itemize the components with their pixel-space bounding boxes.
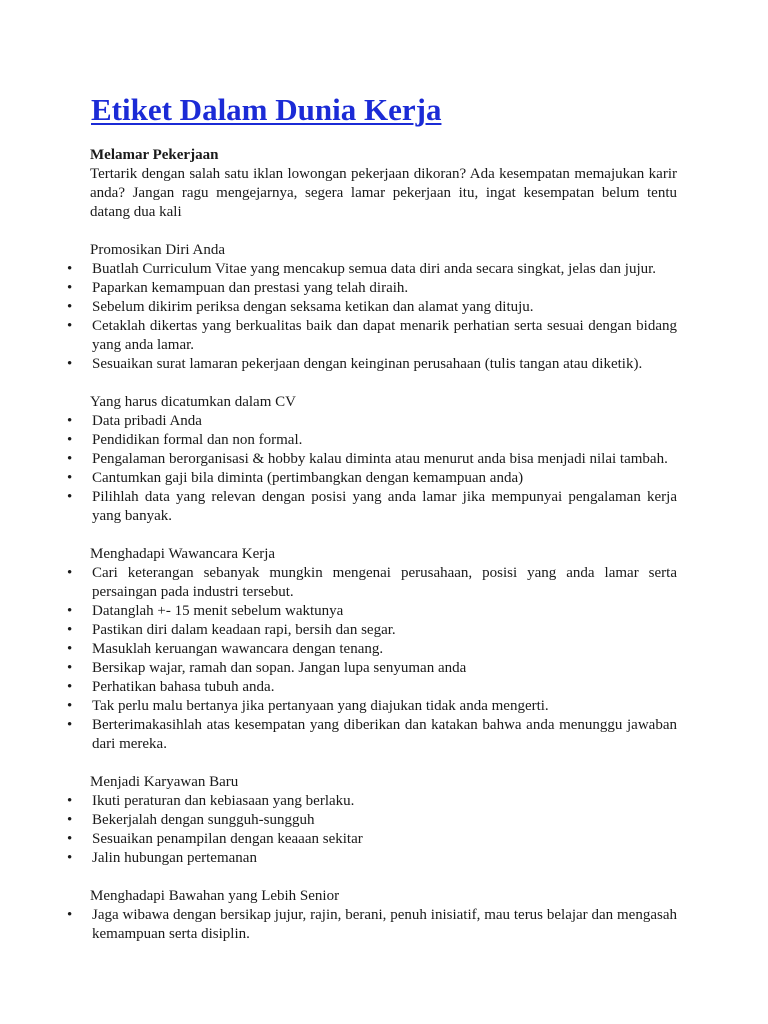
list-item-text: Sesuaikan surat lamaran pekerjaan dengan keinginan perusahaan (tulis tangan atau diketik). <box>92 356 643 372</box>
list-item <box>67 260 677 279</box>
bullet-icon: • <box>67 318 73 334</box>
bullet-icon: • <box>67 812 73 828</box>
bullet-icon: • <box>67 356 73 372</box>
section-wawancara <box>67 545 677 754</box>
list-item-text: Datanglah +- 15 menit sebelum waktunya <box>92 603 344 619</box>
list-item <box>67 469 677 488</box>
list-item-text: Bersikap wajar, ramah dan sopan. Jangan lupa senyuman anda <box>92 660 467 676</box>
list-item-text: Jalin hubungan pertemanan <box>92 850 257 866</box>
list-item-text: Bekerjalah dengan sungguh-sungguh <box>92 812 315 828</box>
section-title: Promosikan Diri Anda <box>90 242 225 258</box>
list-item <box>67 298 677 317</box>
list-item <box>67 659 677 678</box>
list-item <box>67 431 677 450</box>
section-title: Yang harus dicatumkan dalam CV <box>90 394 296 410</box>
list-item <box>67 830 677 849</box>
list-item <box>67 716 677 754</box>
bullet-icon: • <box>67 299 73 315</box>
list-item-text: Tak perlu malu bertanya jika pertanyaan yang diajukan tidak anda mengerti. <box>92 698 549 714</box>
list-item-text: Paparkan kemampuan dan prestasi yang telah diraih. <box>92 280 409 296</box>
bullet-icon: • <box>67 698 73 714</box>
list-item <box>67 317 677 355</box>
list-item <box>67 355 677 374</box>
section-karyawan-baru <box>67 773 677 868</box>
bullet-icon: • <box>67 907 73 923</box>
list-item <box>67 697 677 716</box>
list-item <box>67 792 677 811</box>
bullet-icon: • <box>67 432 73 448</box>
list-item-text: Masuklah keruangan wawancara dengan tenang. <box>92 641 384 657</box>
list-item-text: Pastikan diri dalam keadaan rapi, bersih dan segar. <box>92 622 396 638</box>
list-item <box>67 450 677 469</box>
list-item <box>67 678 677 697</box>
bullet-list <box>67 564 677 754</box>
list-item-text: Cari keterangan sebanyak mungkin mengenai perusahaan, posisi yang anda lamar serta persaingan pada industri tersebut. <box>92 565 677 600</box>
bullet-icon: • <box>67 850 73 866</box>
bullet-icon: • <box>67 622 73 638</box>
section-bawahan-senior <box>67 887 677 944</box>
bullet-icon: • <box>67 565 73 581</box>
bullet-icon: • <box>67 261 73 277</box>
list-item <box>67 412 677 431</box>
bullet-icon: • <box>67 717 73 733</box>
list-item-text: Ikuti peraturan dan kebiasaan yang berlaku. <box>92 793 355 809</box>
bullet-list <box>67 792 677 868</box>
list-item-text: Jaga wibawa dengan bersikap jujur, rajin, berani, penuh inisiatif, mau terus belajar dan mengasah kemampuan serta disiplin. <box>92 907 677 942</box>
list-item <box>67 621 677 640</box>
bullet-icon: • <box>67 603 73 619</box>
list-item <box>67 811 677 830</box>
page-title[interactable]: Etiket Dalam Dunia Kerja <box>91 92 442 127</box>
bullet-icon: • <box>67 413 73 429</box>
bullet-icon: • <box>67 489 73 505</box>
section-title: Menghadapi Wawancara Kerja <box>90 546 276 562</box>
bullet-icon: • <box>67 660 73 676</box>
intro-paragraph: Tertarik dengan salah satu iklan lowongan pekerjaan dikoran? Ada kesempatan memajukan karir anda? Jangan ragu mengejarnya, segera lamar pekerjaan itu, ingat kesempatan belum tentu datang dua kali <box>90 166 677 220</box>
list-item <box>67 906 677 944</box>
list-item <box>67 488 677 526</box>
bullet-icon: • <box>67 831 73 847</box>
list-item-text: Data pribadi Anda <box>92 413 202 429</box>
list-item-text: Pilihlah data yang relevan dengan posisi yang anda lamar jika mempunyai pengalaman kerja yang banyak. <box>92 489 677 524</box>
section-title: Menghadapi Bawahan yang Lebih Senior <box>90 888 340 904</box>
list-item-text: Berterimakasihlah atas kesempatan yang diberikan dan katakan bahwa anda menunggu jawaban dari mereka. <box>92 717 677 752</box>
list-item-text: Cetaklah dikertas yang berkualitas baik dan dapat menarik perhatian serta sesuai dengan bidang yang anda lamar. <box>92 318 677 353</box>
bullet-icon: • <box>67 280 73 296</box>
bullet-list <box>67 260 677 374</box>
bullet-icon: • <box>67 793 73 809</box>
list-item-text: Pengalaman berorganisasi & hobby kalau diminta atau menurut anda bisa menjadi nilai tambah. <box>92 451 668 467</box>
list-item <box>67 602 677 621</box>
list-item-text: Buatlah Curriculum Vitae yang mencakup semua data diri anda secara singkat, jelas dan jujur. <box>92 261 657 277</box>
bullet-icon: • <box>67 641 73 657</box>
list-item-text: Sebelum dikirim periksa dengan seksama ketikan dan alamat yang dituju. <box>92 299 534 315</box>
intro-heading: Melamar Pekerjaan <box>90 147 219 163</box>
section-title: Menjadi Karyawan Baru <box>90 774 239 790</box>
bullet-icon: • <box>67 451 73 467</box>
list-item <box>67 640 677 659</box>
bullet-icon: • <box>67 679 73 695</box>
bullet-icon: • <box>67 470 73 486</box>
bullet-list <box>67 906 677 944</box>
bullet-list <box>67 412 677 526</box>
list-item <box>67 279 677 298</box>
section-promosikan-diri <box>67 241 677 374</box>
list-item-text: Sesuaikan penampilan dengan keaaan sekitar <box>92 831 363 847</box>
list-item <box>67 564 677 602</box>
document-body <box>67 146 677 944</box>
section-isi-cv <box>67 393 677 526</box>
list-item <box>67 849 677 868</box>
list-item-text: Cantumkan gaji bila diminta (pertimbangkan dengan kemampuan anda) <box>92 470 524 486</box>
list-item-text: Pendidikan formal dan non formal. <box>92 432 303 448</box>
list-item-text: Perhatikan bahasa tubuh anda. <box>92 679 275 695</box>
